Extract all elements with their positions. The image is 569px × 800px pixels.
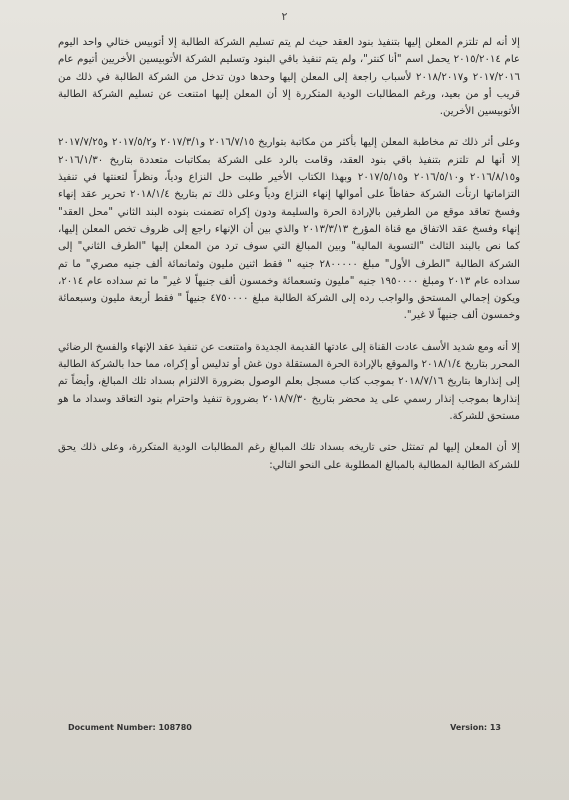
paragraph-3: إلا أنه ومع شديد الأسف عادت القناة إلى عادتها القديمة الجديدة وامتنعت عن تنفيذ عقد الإنهاء والفسخ الرضائي المحرر بتاريخ ٢٠١٨/١/٤ والموقع بالإرادة الحرة المستقلة دون غش أو تدليس أو إكراه، مما حدا بالشركة الطالبة إلى إنذارها بتاريخ ٢٠١٨/٧/١٦ بموجب كتاب مسجل بعلم الوصول بضرورة الالتزام بسداد تلك المبالغ، وأيضاً تم إنذارها بموجب إنذار رسمي على يد محضر بتاريخ ٢٠١٨/٧/٣٠ بضرورة تنفيذ واحترام بنود التعاقد وسداد ما هو مستحق للشركة. <box>58 341 521 422</box>
document-number: Document Number: 108780 <box>68 723 192 732</box>
document-body <box>58 34 520 488</box>
version-label: Version: 13 <box>450 723 501 732</box>
page-footer <box>68 723 501 732</box>
paragraph-2: وعلى أثر ذلك تم مخاطبة المعلن إليها بأكثر من مكاتبة بتواريخ ٢٠١٦/٧/١٥ و٢٠١٧/٣/١ و٢٠١٧/٥/٢ و٢٠١٧/٧/٢٥ إلا أنها لم تلتزم بتنفيذ باقي بنود العقد، وقامت بالرد على الشركة بمكاتبات متعددة بتاريخ ٢٠١٦/١/٣٠ و٢٠١٦/٨/١٥ و٢٠١٦/٥/١٠ و٢٠١٧/٥/١٥ وبهذا الكتاب الأخير طلبت حل النزاع ودياً، ونظراً لتعنتها في تنفيذ التزاماتها ارتأت الشركة حفاظاً على أموالها إنهاء النزاع ودياً وعلى ذلك تم بتاريخ ٢٠١٨/١/٤ تحرير عقد إنهاء وفسخ تعاقد موقع من الطرفين بالإرادة الحرة والسليمة ودون إكراه تضمنت بنوده البند الثاني "محل العقد" إنهاء وفسخ عقد الاتفاق مع قناة المؤرخ ٢٠١٣/٣/١٣ والذي بين أن الإنهاء راجع إلى ظروف تخص المعلن إليها، كما نص بالبند الثالث "التسوية المالية" وبين المبالغ التي سوف ترد من المعلن إليها "الطرف الثاني" إلى الشركة الطالبة "الطرف الأول" مبلغ ٢٨٠٠٠٠٠ جنيه " فقط اثنين مليون وثمانمائة ألف جنيه مصري" ما تم سداده عام ٢٠١٣ ومبلغ ١٩٥٠٠٠٠ جنيه "مليون وتسعمائة وخمسون ألف جنيهاً لا غير" ما تم سداده عام ٢٠١٤، ويكون إجمالي المستحق والواجب رده إلى الشركة الطالبة مبلغ ٤٧٥٠٠٠٠ جنيهاً " فقط أربعة مليون وسبعمائة وخمسون ألف جنيهاً لا غير". <box>58 137 521 322</box>
paragraph-1: إلا أنه لم تلتزم المعلن إليها بتنفيذ بنود العقد حيث لم يتم تسليم الشركة الطالبة إلا أتوبيس ختالي واحد اليوم عام ٢٠١٥/٢٠١٤ يحمل اسم "أنا كنتر"، ولم يتم تنفيذ باقي البنود وتسليم الشركة الأتوبيسين الأخريين أتيوم عام ٢٠١٧/٢٠١٦ و٢٠١٨/٢٠١٧ لأسباب راجعة إلى المعلن إليها وحدها دون تدخل من الشركة الطالبة في ذلك من قريب أو من بعيد، ورغم المطالبات الودية المتكررة إلا أن المعلن إليها امتنعت عن تسليم الشركة الطالبة الأتوبيسين الأخرين. <box>58 37 521 118</box>
paragraph-4: إلا أن المعلن إليها لم تمتثل حتى تاريخه بسداد تلك المبالغ رغم المطالبات الودية المتكررة، وعلى ذلك يحق للشركة الطالبة المطالبة بالمبالغ المطلوبة على النحو التالي: <box>58 442 520 471</box>
page-number: ٢ <box>281 10 288 23</box>
